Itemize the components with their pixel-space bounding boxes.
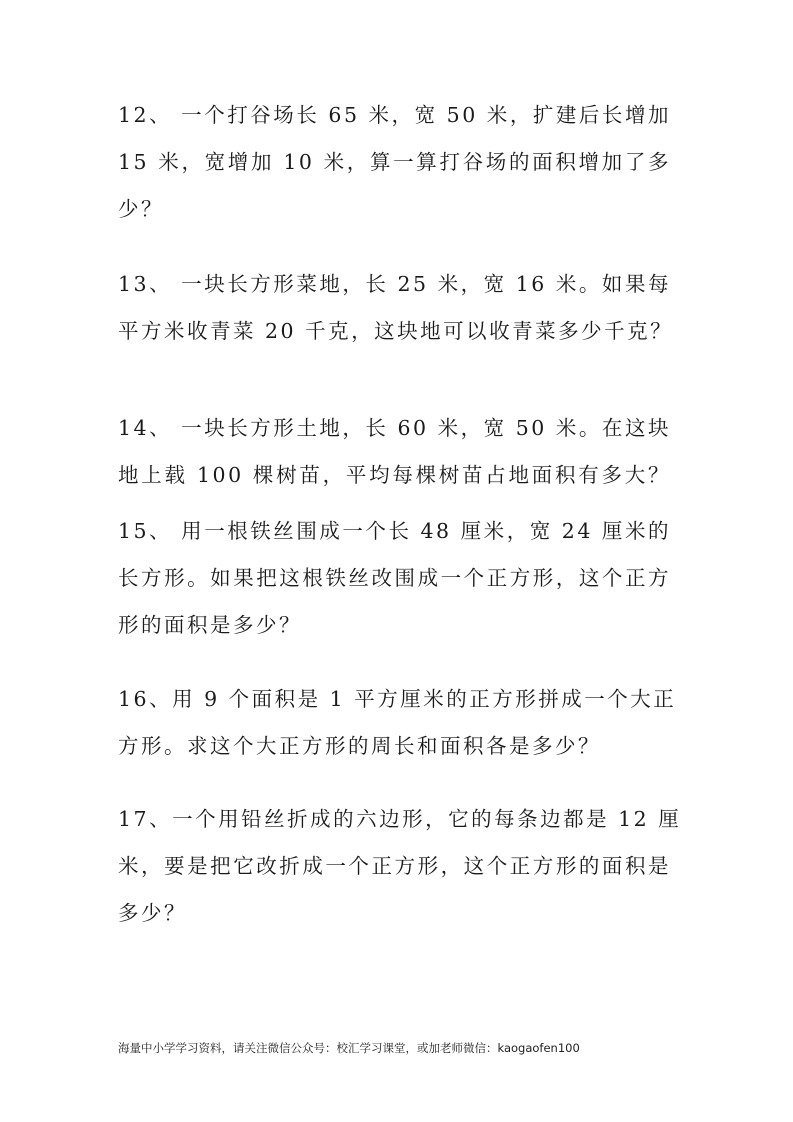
problem-12-line-1: 12、 一个打谷场长 65 米，宽 50 米，扩建后长增加 <box>118 103 671 127</box>
problem-15-line-3: 形的面积是多少？ <box>118 613 302 637</box>
problem-16-line-2: 方形。求这个大正方形的周长和面积各是多少？ <box>118 734 601 758</box>
problem-17-line-2: 米，要是把它改折成一个正方形，这个正方形的面积是 <box>118 854 671 878</box>
problem-12-line-2: 15 米，宽增加 10 米，算一算打谷场的面积增加了多 <box>118 150 671 174</box>
footer-note: 海量中小学学习资料，请关注微信公众号：校汇学习课堂，或加老师微信：kaogaofen100 <box>118 1041 580 1055</box>
problem-12-line-3: 少？ <box>118 197 164 221</box>
problem-14-line-1: 14、 一块长方形土地，长 60 米，宽 50 米。在这块 <box>118 416 671 440</box>
problem-16 <box>118 676 678 770</box>
problem-13-line-2: 平方米收青菜 20 千克，这块地可以收青菜多少千克？ <box>118 319 674 343</box>
problem-13 <box>118 261 678 355</box>
problem-17 <box>118 796 682 937</box>
problem-14-line-2: 地上载 100 棵树苗，平均每棵树苗占地面积有多大？ <box>118 463 671 487</box>
problem-17-line-1: 17、一个用铅丝折成的六边形，它的每条边都是 12 厘 <box>118 807 682 831</box>
problem-15-line-2: 长方形。如果把这根铁丝改围成一个正方形，这个正方 <box>118 566 671 590</box>
problem-15-line-1: 15、 用一根铁丝围成一个长 48 厘米，宽 24 厘米的 <box>118 519 671 543</box>
problem-12 <box>118 92 678 233</box>
problem-17-line-3: 多少？ <box>118 901 187 925</box>
problem-16-line-1: 16、用 9 个面积是 1 平方厘米的正方形拼成一个大正 <box>118 687 677 711</box>
problem-14 <box>118 405 678 499</box>
problem-13-line-1: 13、 一块长方形菜地，长 25 米，宽 16 米。如果每 <box>118 272 671 296</box>
problem-15 <box>118 508 678 649</box>
